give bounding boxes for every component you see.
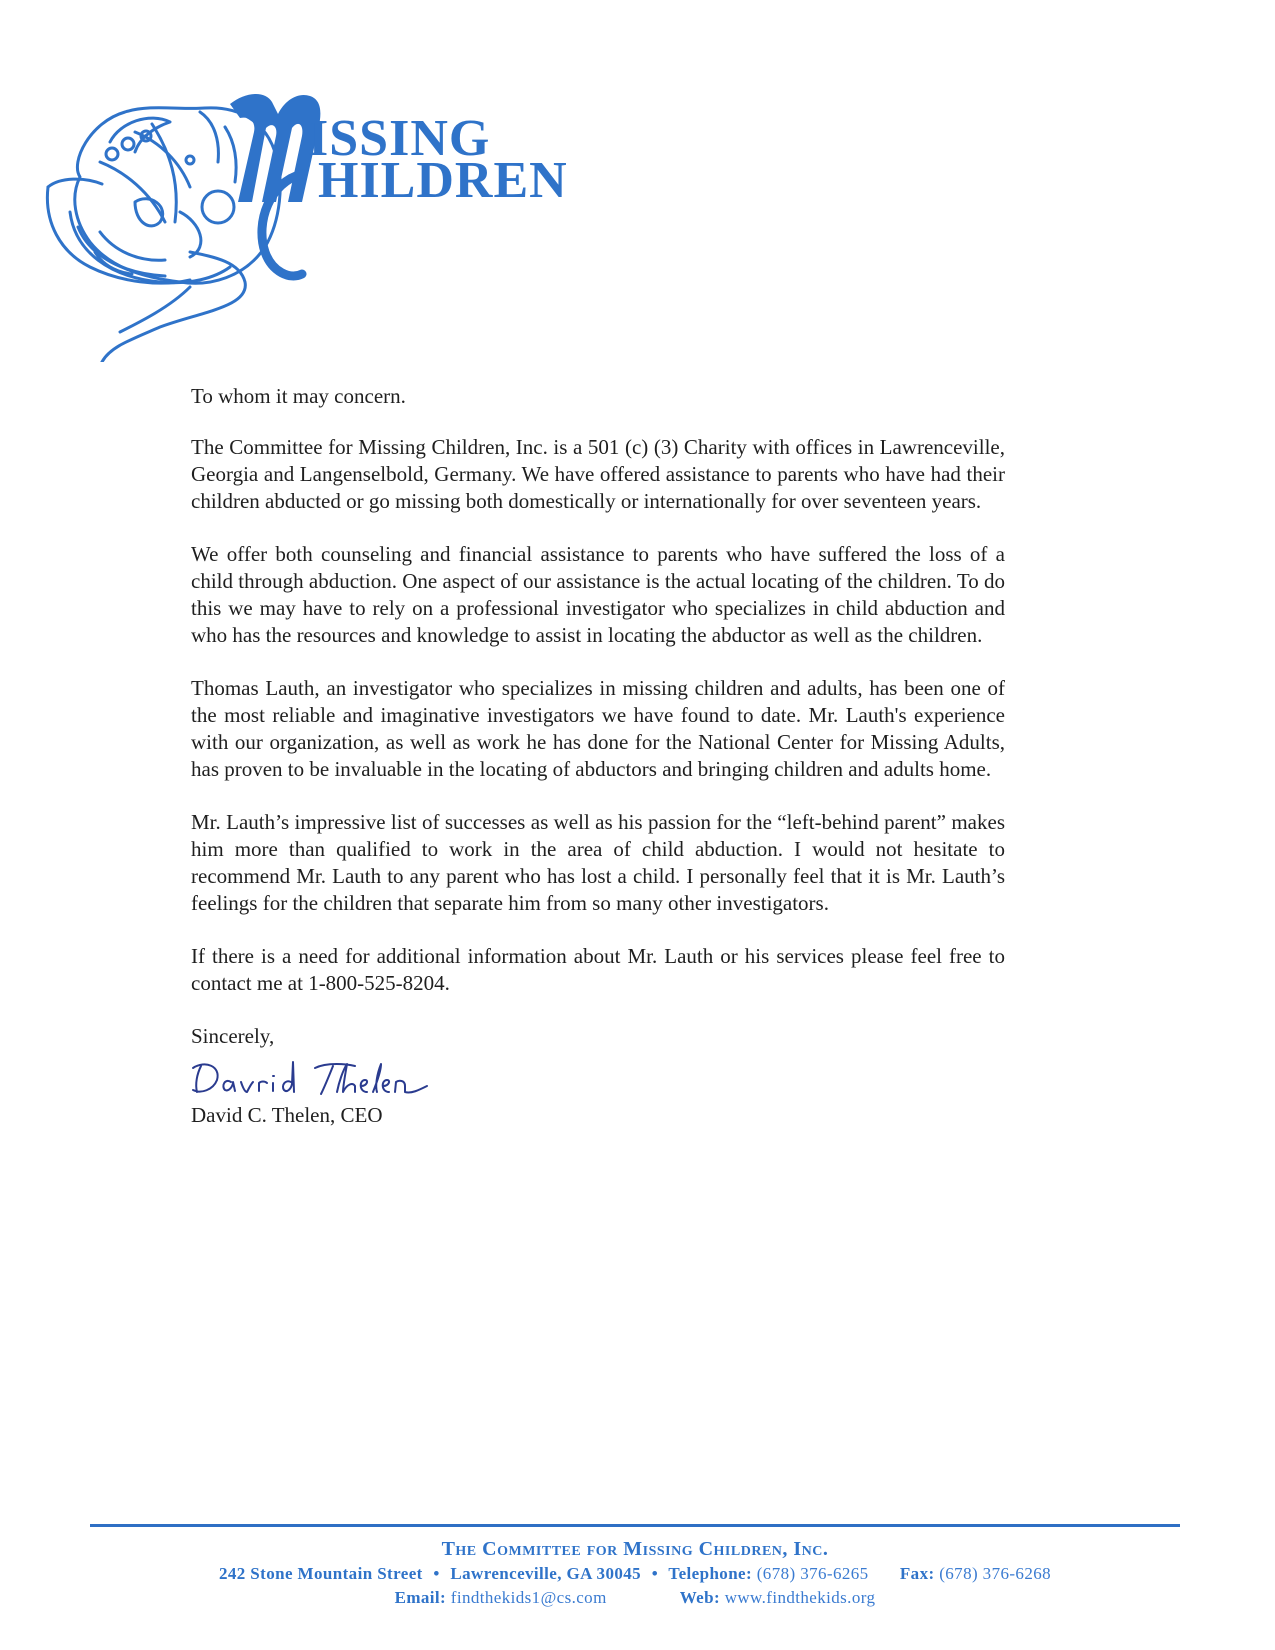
footer-contact-line [90, 1562, 1180, 1586]
footer-telephone: (678) 376-6265 [756, 1564, 869, 1583]
footer-fax-label: Fax: [899, 1564, 935, 1583]
paragraph-2: We offer both counseling and financial assistance to parents who have suffered the loss of a child through abduction. One aspect of our assistance is the actual locating of the children. To do this we may have to rely on a professional investigator who specializes in child abduction and who has the resources and knowledge to assist in locating the abductor as well as the children. [191, 542, 1005, 647]
closing: Sincerely, [191, 1024, 275, 1048]
footer-email[interactable]: findthekids1@cs.com [450, 1588, 607, 1607]
letterhead-footer [90, 1536, 1180, 1610]
paragraph-1: The Committee for Missing Children, Inc. is a 501 (c) (3) Charity with offices in Lawrenceville, Georgia and Langenselbold, Germany. We have offered assistance to parents who have had their children abducted or go missing both domestically or internationally for over seventeen years. [191, 435, 1005, 513]
footer-web-label: Web: [679, 1588, 721, 1607]
footer-email-label: Email: [394, 1588, 447, 1607]
footer-telephone-label: Telephone: [668, 1564, 753, 1583]
footer-bullet: • [651, 1564, 659, 1583]
logo-word-missing: ISSING [308, 110, 491, 167]
footer-address: 242 Stone Mountain Street [218, 1564, 423, 1583]
salutation: To whom it may concern. [191, 384, 406, 408]
footer-fax: (678) 376-6268 [939, 1564, 1052, 1583]
footer-organization: The Committee for Missing Children, Inc. [441, 1538, 829, 1560]
paragraph-3: Thomas Lauth, an investigator who specializes in missing children and adults, has been one of the most reliable and imaginative investigators we have found to date. Mr. Lauth's experience with our organization, as well as work he has done for the National Center for Missing Adults, has proven to be invaluable in the locating of abductors and bringing children and adults home. [191, 676, 1005, 781]
footer-city: Lawrenceville, GA 30045 [450, 1564, 642, 1583]
letter-body [191, 383, 1005, 1129]
paragraph-5: If there is a need for additional information about Mr. Lauth or his services please feel free to contact me at 1-800-525-8204. [191, 944, 1005, 995]
logo-word-children: HILDREN [318, 152, 568, 209]
footer-online-line [90, 1586, 1180, 1610]
handwritten-signature [187, 1052, 1005, 1098]
paragraph-4: Mr. Lauth’s impressive list of successes as well as his passion for the “left-behind parent” makes him more than qualified to work in the area of child abduction. I would not hesitate to recommend Mr. Lauth to any parent who has lost a child. I personally feel that it is Mr. Lauth’s feelings for the children that separate him from so many other investigators. [191, 810, 1005, 915]
footer-web[interactable]: www.findthekids.org [724, 1588, 876, 1607]
signer-name: David C. Thelen, CEO [191, 1103, 383, 1127]
footer-bullet: • [433, 1564, 440, 1583]
missing-children-logo [40, 82, 568, 362]
footer-divider [90, 1524, 1180, 1527]
